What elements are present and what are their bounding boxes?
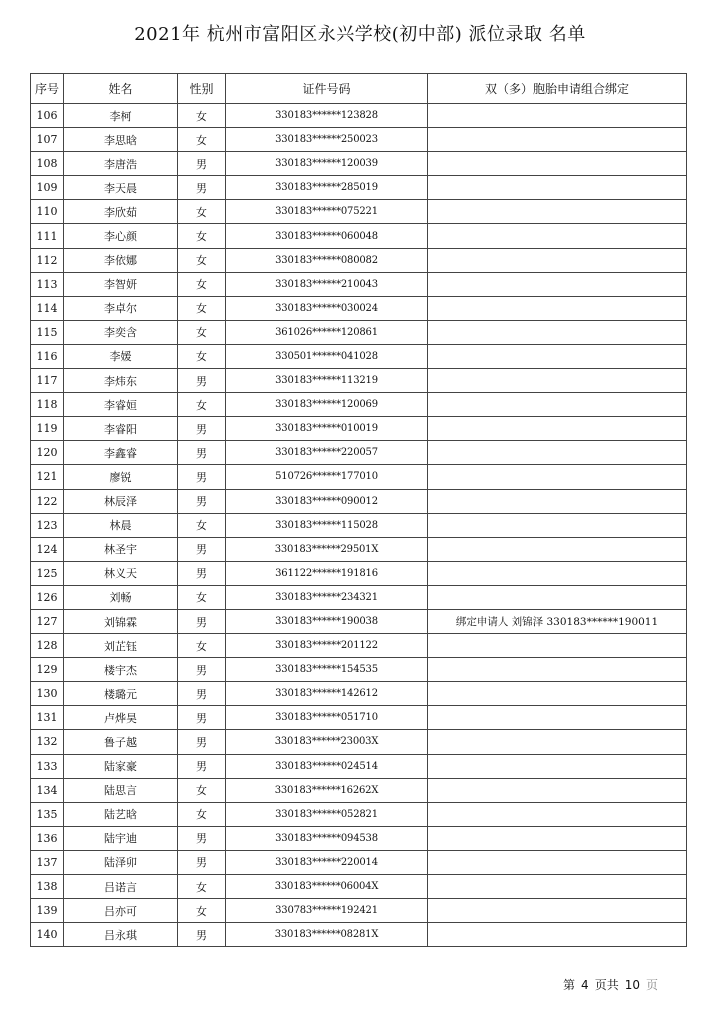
gender-cell: 女	[178, 393, 226, 417]
page-title: 2021年 杭州市富阳区永兴学校(初中部) 派位录取 名单	[134, 24, 586, 45]
serial-cell: 119	[31, 417, 64, 441]
id-number-cell: 330183******115028	[226, 513, 428, 537]
table-row	[31, 417, 687, 441]
name-cell: 李欣茹	[64, 200, 178, 224]
name-cell: 吕亦可	[64, 899, 178, 923]
name-cell: 楼宇杰	[64, 658, 178, 682]
twin-binding-cell	[428, 489, 687, 513]
gender-cell: 女	[178, 296, 226, 320]
twin-binding-cell	[428, 561, 687, 585]
twin-binding-cell	[428, 706, 687, 730]
name-cell: 李奕含	[64, 320, 178, 344]
name-cell: 廖锐	[64, 465, 178, 489]
name-cell: 李炜东	[64, 369, 178, 393]
gender-cell: 男	[178, 706, 226, 730]
serial-cell: 109	[31, 176, 64, 200]
id-number-cell: 330183******060048	[226, 224, 428, 248]
twin-binding-cell	[428, 585, 687, 609]
footer-suffix: 页	[645, 978, 658, 992]
id-number-cell: 330183******08281X	[226, 923, 428, 947]
name-cell: 李柯	[64, 104, 178, 128]
id-number-cell: 510726******177010	[226, 465, 428, 489]
id-number-cell: 330183******030024	[226, 296, 428, 320]
serial-cell: 122	[31, 489, 64, 513]
gender-cell: 男	[178, 537, 226, 561]
twin-binding-cell: 绑定申请人 刘锦泽 330183******190011	[428, 609, 687, 633]
footer-page-number: 4	[581, 978, 589, 992]
twin-binding-cell	[428, 754, 687, 778]
table-row	[31, 224, 687, 248]
twin-binding-cell	[428, 875, 687, 899]
twin-binding-cell	[428, 537, 687, 561]
twin-binding-cell	[428, 850, 687, 874]
twin-binding-cell	[428, 344, 687, 368]
twin-binding-cell	[428, 923, 687, 947]
table-body	[31, 104, 687, 947]
serial-cell: 116	[31, 344, 64, 368]
id-number-cell: 330183******120039	[226, 152, 428, 176]
serial-cell: 132	[31, 730, 64, 754]
twin-binding-cell	[428, 513, 687, 537]
serial-cell: 124	[31, 537, 64, 561]
table-row	[31, 585, 687, 609]
name-cell: 李鑫睿	[64, 441, 178, 465]
table-row	[31, 465, 687, 489]
twin-binding-cell	[428, 634, 687, 658]
table-row	[31, 923, 687, 947]
twin-binding-cell	[428, 682, 687, 706]
serial-cell: 121	[31, 465, 64, 489]
table-row	[31, 634, 687, 658]
twin-binding-cell	[428, 272, 687, 296]
twin-binding-cell	[428, 128, 687, 152]
twin-binding-cell	[428, 152, 687, 176]
serial-cell: 107	[31, 128, 64, 152]
header-twin-binding: 双（多）胞胎申请组合绑定	[428, 74, 687, 104]
gender-cell: 男	[178, 754, 226, 778]
table-header-row	[31, 74, 687, 104]
id-number-cell: 330183******051710	[226, 706, 428, 730]
gender-cell: 男	[178, 176, 226, 200]
id-number-cell: 330183******010019	[226, 417, 428, 441]
name-cell: 吕诺言	[64, 875, 178, 899]
name-cell: 林义天	[64, 561, 178, 585]
id-number-cell: 330183******154535	[226, 658, 428, 682]
gender-cell: 男	[178, 850, 226, 874]
serial-cell: 118	[31, 393, 64, 417]
serial-cell: 127	[31, 609, 64, 633]
serial-cell: 117	[31, 369, 64, 393]
gender-cell: 女	[178, 320, 226, 344]
gender-cell: 男	[178, 441, 226, 465]
serial-cell: 133	[31, 754, 64, 778]
table-row	[31, 658, 687, 682]
serial-cell: 130	[31, 682, 64, 706]
id-number-cell: 330183******06004X	[226, 875, 428, 899]
serial-cell: 140	[31, 923, 64, 947]
gender-cell: 男	[178, 465, 226, 489]
twin-binding-cell	[428, 104, 687, 128]
gender-cell: 女	[178, 224, 226, 248]
name-cell: 吕永琪	[64, 923, 178, 947]
gender-cell: 女	[178, 128, 226, 152]
footer-prefix: 第	[563, 978, 576, 992]
id-number-cell: 330183******29501X	[226, 537, 428, 561]
gender-cell: 女	[178, 875, 226, 899]
table-row	[31, 609, 687, 633]
table-row	[31, 875, 687, 899]
id-number-cell: 330183******234321	[226, 585, 428, 609]
table-row	[31, 200, 687, 224]
serial-cell: 110	[31, 200, 64, 224]
twin-binding-cell	[428, 778, 687, 802]
serial-cell: 123	[31, 513, 64, 537]
name-cell: 李智妍	[64, 272, 178, 296]
serial-cell: 114	[31, 296, 64, 320]
serial-cell: 138	[31, 875, 64, 899]
name-cell: 卢烨昊	[64, 706, 178, 730]
id-number-cell: 330183******23003X	[226, 730, 428, 754]
table-row	[31, 489, 687, 513]
serial-cell: 112	[31, 248, 64, 272]
header-id-number: 证件号码	[226, 74, 428, 104]
serial-cell: 129	[31, 658, 64, 682]
gender-cell: 女	[178, 899, 226, 923]
serial-cell: 113	[31, 272, 64, 296]
twin-binding-cell	[428, 296, 687, 320]
header-name: 姓名	[64, 74, 178, 104]
table-row	[31, 754, 687, 778]
serial-cell: 126	[31, 585, 64, 609]
serial-cell: 120	[31, 441, 64, 465]
table-row	[31, 706, 687, 730]
id-number-cell: 330183******080082	[226, 248, 428, 272]
name-cell: 李睿姮	[64, 393, 178, 417]
id-number-cell: 330183******090012	[226, 489, 428, 513]
name-cell: 李思晗	[64, 128, 178, 152]
gender-cell: 男	[178, 730, 226, 754]
serial-cell: 135	[31, 802, 64, 826]
id-number-cell: 330183******220014	[226, 850, 428, 874]
serial-cell: 111	[31, 224, 64, 248]
name-cell: 楼璐元	[64, 682, 178, 706]
id-number-cell: 330183******16262X	[226, 778, 428, 802]
table-row	[31, 730, 687, 754]
table-row	[31, 344, 687, 368]
table-row	[31, 176, 687, 200]
gender-cell: 女	[178, 344, 226, 368]
table-row	[31, 778, 687, 802]
twin-binding-cell	[428, 417, 687, 441]
id-number-cell: 330183******024514	[226, 754, 428, 778]
id-number-cell: 330183******094538	[226, 826, 428, 850]
twin-binding-cell	[428, 899, 687, 923]
page-footer	[563, 976, 658, 993]
header-serial: 序号	[31, 74, 64, 104]
table-row	[31, 248, 687, 272]
serial-cell: 115	[31, 320, 64, 344]
footer-middle: 页共	[594, 978, 619, 992]
id-number-cell: 330501******041028	[226, 344, 428, 368]
table-row	[31, 802, 687, 826]
gender-cell: 男	[178, 417, 226, 441]
gender-cell: 女	[178, 104, 226, 128]
gender-cell: 男	[178, 152, 226, 176]
table-row	[31, 561, 687, 585]
id-number-cell: 330183******113219	[226, 369, 428, 393]
serial-cell: 108	[31, 152, 64, 176]
gender-cell: 男	[178, 561, 226, 585]
id-number-cell: 330183******220057	[226, 441, 428, 465]
name-cell: 李媛	[64, 344, 178, 368]
gender-cell: 女	[178, 802, 226, 826]
id-number-cell: 361122******191816	[226, 561, 428, 585]
twin-binding-cell	[428, 393, 687, 417]
name-cell: 刘芷钰	[64, 634, 178, 658]
id-number-cell: 330183******250023	[226, 128, 428, 152]
name-cell: 陆泽卯	[64, 850, 178, 874]
table-row	[31, 272, 687, 296]
gender-cell: 女	[178, 634, 226, 658]
gender-cell: 女	[178, 778, 226, 802]
twin-binding-cell	[428, 224, 687, 248]
name-cell: 李睿阳	[64, 417, 178, 441]
table-row	[31, 826, 687, 850]
name-cell: 李天晨	[64, 176, 178, 200]
name-cell: 陆思言	[64, 778, 178, 802]
serial-cell: 106	[31, 104, 64, 128]
id-number-cell: 330183******190038	[226, 609, 428, 633]
gender-cell: 男	[178, 658, 226, 682]
gender-cell: 女	[178, 248, 226, 272]
name-cell: 鲁子越	[64, 730, 178, 754]
name-cell: 陆艺晗	[64, 802, 178, 826]
twin-binding-cell	[428, 441, 687, 465]
twin-binding-cell	[428, 465, 687, 489]
serial-cell: 128	[31, 634, 64, 658]
serial-cell: 136	[31, 826, 64, 850]
twin-binding-cell	[428, 369, 687, 393]
serial-cell: 134	[31, 778, 64, 802]
table-row	[31, 296, 687, 320]
serial-cell: 137	[31, 850, 64, 874]
table-row	[31, 369, 687, 393]
twin-binding-cell	[428, 802, 687, 826]
table-row	[31, 537, 687, 561]
table-row	[31, 682, 687, 706]
id-number-cell: 330783******192421	[226, 899, 428, 923]
table-row	[31, 320, 687, 344]
twin-binding-cell	[428, 248, 687, 272]
id-number-cell: 330183******201122	[226, 634, 428, 658]
name-cell: 李依娜	[64, 248, 178, 272]
header-gender: 性别	[178, 74, 226, 104]
id-number-cell: 330183******123828	[226, 104, 428, 128]
twin-binding-cell	[428, 320, 687, 344]
gender-cell: 女	[178, 272, 226, 296]
table-row	[31, 850, 687, 874]
table-row	[31, 513, 687, 537]
admission-table	[30, 73, 687, 947]
serial-cell: 125	[31, 561, 64, 585]
serial-cell: 131	[31, 706, 64, 730]
table-row	[31, 393, 687, 417]
twin-binding-cell	[428, 176, 687, 200]
gender-cell: 女	[178, 585, 226, 609]
name-cell: 李心颜	[64, 224, 178, 248]
gender-cell: 男	[178, 826, 226, 850]
gender-cell: 男	[178, 682, 226, 706]
name-cell: 李卓尔	[64, 296, 178, 320]
serial-cell: 139	[31, 899, 64, 923]
footer-total-pages: 10	[624, 978, 640, 992]
name-cell: 林辰泽	[64, 489, 178, 513]
name-cell: 陆宇迪	[64, 826, 178, 850]
id-number-cell: 330183******052821	[226, 802, 428, 826]
table-row	[31, 152, 687, 176]
id-number-cell: 330183******210043	[226, 272, 428, 296]
table-row	[31, 899, 687, 923]
twin-binding-cell	[428, 826, 687, 850]
gender-cell: 男	[178, 609, 226, 633]
id-number-cell: 330183******285019	[226, 176, 428, 200]
name-cell: 林圣宇	[64, 537, 178, 561]
table-row	[31, 128, 687, 152]
table-row	[31, 104, 687, 128]
name-cell: 陆家豪	[64, 754, 178, 778]
gender-cell: 男	[178, 489, 226, 513]
id-number-cell: 361026******120861	[226, 320, 428, 344]
name-cell: 刘畅	[64, 585, 178, 609]
gender-cell: 男	[178, 369, 226, 393]
twin-binding-cell	[428, 730, 687, 754]
name-cell: 李唐浩	[64, 152, 178, 176]
id-number-cell: 330183******142612	[226, 682, 428, 706]
gender-cell: 男	[178, 923, 226, 947]
table-row	[31, 441, 687, 465]
twin-binding-cell	[428, 658, 687, 682]
name-cell: 刘锦霖	[64, 609, 178, 633]
id-number-cell: 330183******120069	[226, 393, 428, 417]
gender-cell: 女	[178, 200, 226, 224]
id-number-cell: 330183******075221	[226, 200, 428, 224]
twin-binding-cell	[428, 200, 687, 224]
name-cell: 林晨	[64, 513, 178, 537]
gender-cell: 女	[178, 513, 226, 537]
